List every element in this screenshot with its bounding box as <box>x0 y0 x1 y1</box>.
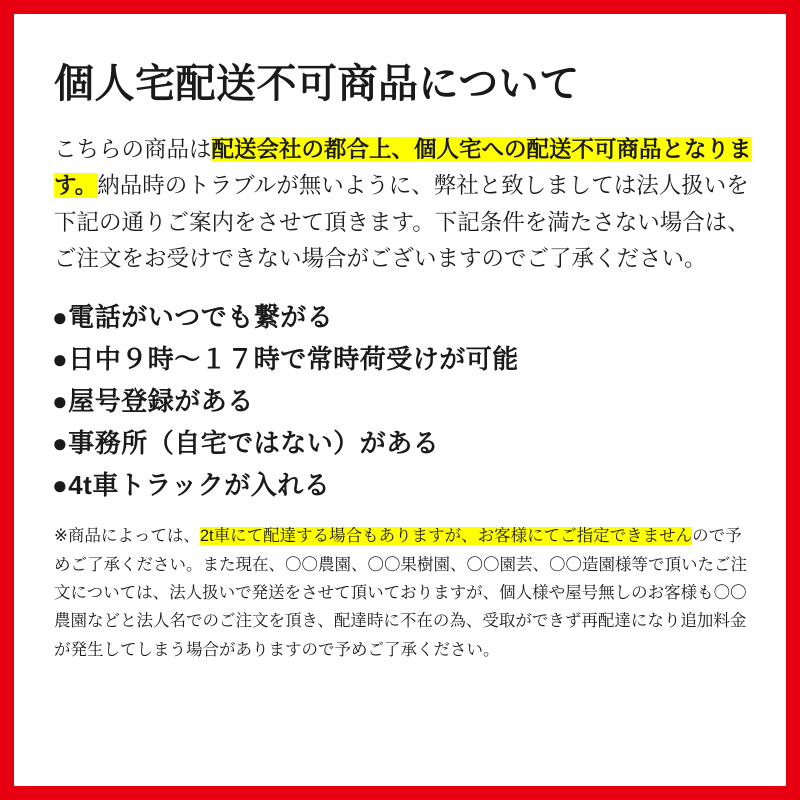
document-page <box>14 14 786 786</box>
list-item: ●屋号登録がある <box>52 385 254 416</box>
intro-lead: こちらの商品は <box>54 137 212 162</box>
footnote-highlight: 2t車にて配達する場合もありますが、お客様にてご指定できません <box>199 527 693 546</box>
list-item: ●4t車トラックが入れる <box>52 470 331 501</box>
page-title: 個人宅配送不可商品について <box>54 62 580 106</box>
footnote-prefix: ※商品によっては、 <box>54 527 200 546</box>
footnote-paragraph <box>54 522 752 664</box>
list-item: ●事務所（自宅ではない）がある <box>52 428 440 459</box>
list-item: ●日中９時〜１７時で常時荷受けが可能 <box>52 343 519 374</box>
list-item: ●電話がいつでも繋がる <box>52 301 334 332</box>
conditions-list <box>52 296 752 507</box>
intro-paragraph <box>54 132 752 278</box>
footnote-rest: ので予めご了承ください。また現在、〇〇農園、〇〇果樹園、〇〇園芸、〇〇造園様等で頂いたご注文については、法人扱いで発送をさせて頂いておりますが、個人様や屋号無しのお客様も〇〇農園などと法人名でのご注文を頂き、配達時に不在の為、受取ができず再配達になり追加料金が発生してしまう場合がありますので予めご了承ください。 <box>54 527 747 659</box>
intro-rest: 納品時のトラブルが無いように、弊社と致しましては法人扱いを下記の通りご案内をさせて頂きます。下記条件を満たさない場合は、ご注文をお受けできない場合がございますのでご了承ください。 <box>54 173 750 272</box>
intro-highlight: 配送会社の都合上、個人宅への配送不可商品となります。 <box>54 137 752 199</box>
